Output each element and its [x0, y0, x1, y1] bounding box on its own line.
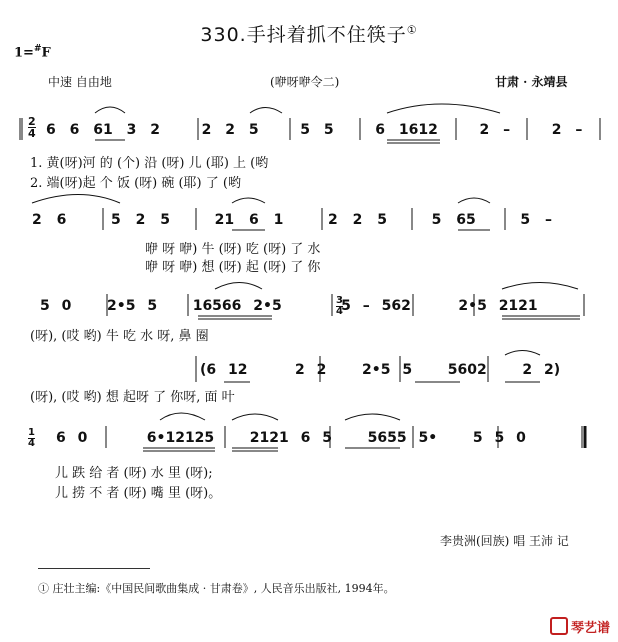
lyrics-row-1-verse-2: 2. 端(呀)起 个 饭 (呀) 碗 (耶) 了 (哟 [30, 176, 241, 191]
lyrics-row-3-verse-1: (呀), (哎 哟) 牛 吃 水 呀, 鼻 圈 [30, 329, 209, 344]
watermark-text: 琴艺谱 [570, 621, 610, 636]
footnote: ① 庄壮主编:《中国民间歌曲集成 · 甘肃卷》, 人民音乐出版社, 1994年。 [38, 582, 395, 595]
lyrics-row-2-verse-2: 咿 呀 咿) 想 (呀) 起 (呀) 了 你 [145, 260, 321, 275]
footnote-divider [38, 568, 150, 569]
key-signature: 1=#F [14, 44, 51, 61]
title-text: 330.手抖着抓不住筷子 [200, 24, 407, 46]
time-signature-three-four: 3 4 [336, 295, 343, 317]
credits: 李贵洲(回族) 唱 王沛 记 [440, 534, 569, 548]
staff-row-3-notes: 5 0 2•5 5 16566 2•5 5 – 562 2•5 2121 [40, 298, 538, 314]
lyrics-row-4-verse-2: 儿 捞 不 者 (呀) 嘴 里 (呀)。 [55, 486, 222, 501]
staff-row-4-notes: 6 0 6•12125 2121 6 5 5655 5• 5 5 0 [56, 430, 526, 446]
staff-row-2-notes: 2 6 5 2 5 21 6 1 2 2 5 5 65 5 – [32, 212, 552, 228]
song-subtitle: (咿呀咿令二) [270, 75, 340, 89]
lyrics-row-1-verse-1: 1. 黄(呀)河 的 (个) 沿 (呀) 儿 (耶) 上 (哟 [30, 156, 269, 171]
logo-icon [550, 617, 568, 635]
lyrics-row-3-verse-2: (呀), (哎 哟) 想 起呀 了 你呀, 面 叶 [30, 390, 235, 405]
time-signature-start: 2 4 [28, 115, 36, 140]
staff-row-1-notes: 6 6 61 3 2 2 2 5 5 5 6 1612 2 – 2 – [46, 122, 583, 138]
tempo-marking: 中速 自由地 [48, 75, 112, 89]
lyrics-row-4-verse-1: 儿 跌 给 者 (呀) 水 里 (呀); [55, 466, 213, 481]
song-region: 甘肃 · 永靖县 [495, 75, 568, 89]
lyrics-row-2-verse-1: 咿 呀 咿) 牛 (呀) 吃 (呀) 了 水 [145, 242, 321, 257]
footnote-mark: ① [406, 23, 418, 37]
staff-row-3-alt-notes: (6 12 2 2 2•5 5 5602 2 2) [200, 362, 561, 378]
time-signature-quarter: 1 4 [28, 427, 35, 449]
watermark-logo [550, 617, 610, 636]
